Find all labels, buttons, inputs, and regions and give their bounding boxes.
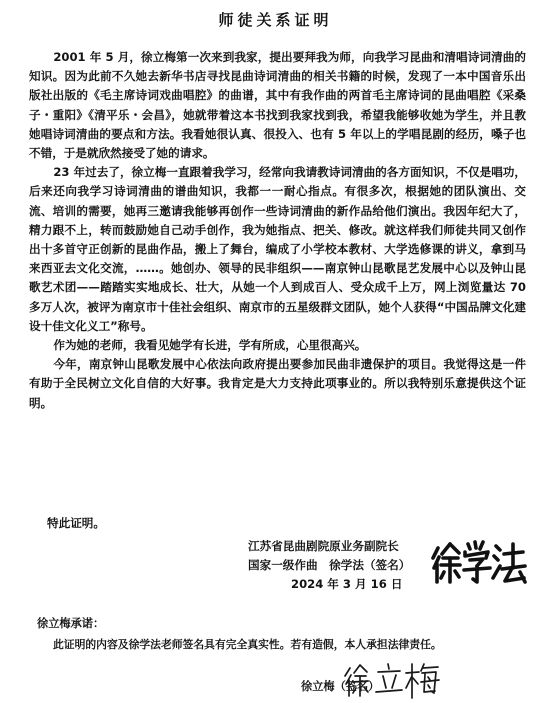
- paragraph-2: 23 年过去了，徐立梅一直跟着我学习，经常向我请教诗词清曲的各方面知识，不仅是唱功，后来还向我学习诗词清曲的谱曲知识，我都一一耐心指点。有很多次，根据她的团队演出、交流、培训的需要，她再三邀请我能够再创作一些诗词清曲的新作品给他们演出。我因年纪大了，精力跟不上，转而鼓励她自己动手创作，我为她指点、把关、修改。就这样我们师徒共同又创作出十多首守正创新的昆曲作品，搬上了舞台，编成了小学校本教材、大学选修课的讲义，拿到马来西亚去文化交流，……。她创办、领导的民非组织——南京钟山昆歌昆艺发展中心以及钟山昆歌艺术团——踏踏实实地成长、壮大，从她一个人到成百人、受众成千上万，网上浏览量达 70 多万人次，被评为南京市十佳社会组织、南京市的五星级群文团队，她个人获得“中国品牌文化建设十佳文化义工”称号。: [29, 165, 526, 333]
- signer-organization: 江苏省昆曲剧院原业务副院长: [248, 539, 399, 553]
- document-body: [29, 48, 526, 413]
- pledge-signer-label: 徐立梅（签名）: [301, 680, 380, 693]
- paragraph-4: 今年，南京钟山昆歌发展中心依法向政府提出要参加民曲非遗保护的项目。我觉得这是一件有助于全民树立文化自信的大好事。我肯定是大力支持此项事业的。所以我特别乐意提供这个证明。: [29, 357, 526, 410]
- document-title: 师徒关系证明: [218, 11, 333, 29]
- signature-date: 2024 年 3 月 16 日: [291, 577, 403, 591]
- signer-title-name: 国家一级作曲 徐学法（签名）: [248, 558, 411, 572]
- signer-block: [248, 537, 448, 594]
- pledge-label: 徐立梅承诺：: [37, 617, 105, 630]
- handwritten-signature-xu-limei: [342, 660, 442, 700]
- paragraph-3: 作为她的老师，我看见她学有长进，学有所成，心里很高兴。: [53, 338, 367, 353]
- paragraph-1: 2001 年 5 月，徐立梅第一次来到我家，提出要拜我为师，向我学习昆曲和清唱诗词清曲的知识。因为此前不久她去新华书店寻找昆曲诗词清曲的相关书籍的时候，发现了一本中国音乐出版社出版的《毛主席诗词戏曲唱腔》的曲谱，其中有我作曲的两首毛主席诗词的昆曲唱腔《采桑子・重阳》《清平乐・会昌》，她就带着这本书找到我家找到我，希望我能够收她为学生，并且教她唱诗词清曲的要点和方法。我看她很认真、很投入、也有 5 年以上的学唱昆剧的经历，嗓子也不错，于是就欣然接受了她的请求。: [29, 50, 526, 161]
- pledge-statement: 此证明的内容及徐学法老师签名具有完全真实性。若有造假，本人承担法律责任。: [53, 638, 442, 651]
- handwritten-signature-xu-xuefa: [430, 536, 530, 588]
- closing-statement: 特此证明。: [47, 516, 105, 530]
